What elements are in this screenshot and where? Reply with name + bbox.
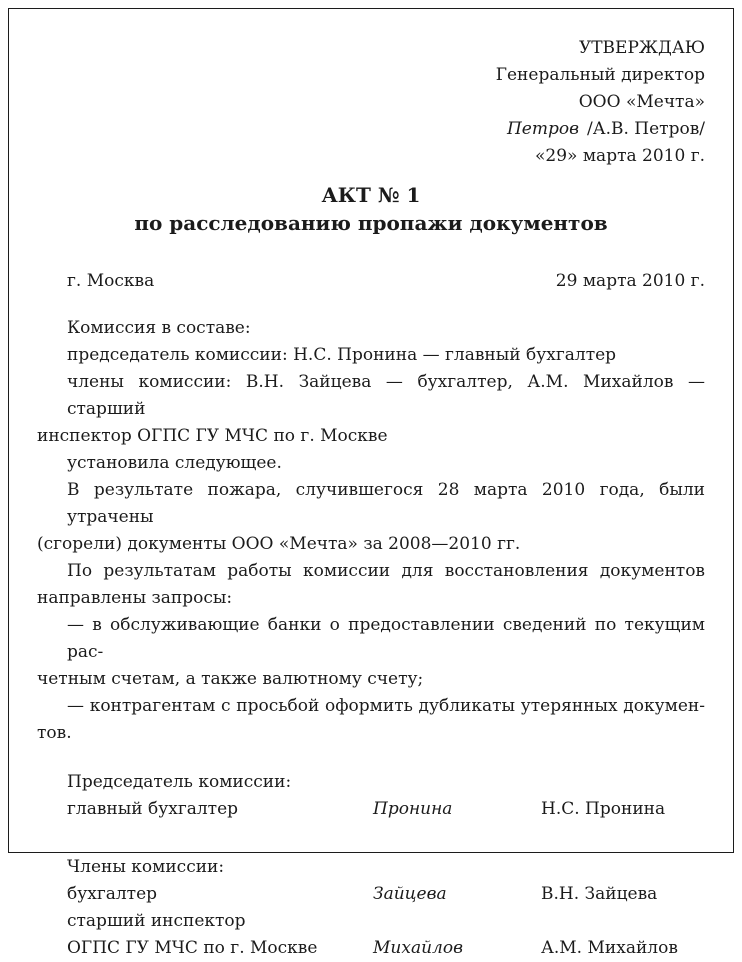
- signer-position: бухгалтер: [67, 884, 158, 904]
- approval-position: Генеральный директор: [495, 65, 705, 85]
- body-line: инспектор ОГПС ГУ МЧС по г. Москве: [37, 426, 388, 446]
- approval-signature-name: /А.В. Петров/: [586, 119, 705, 139]
- body-text: [37, 315, 705, 747]
- signer-name: [541, 908, 705, 935]
- signature-row: [37, 796, 705, 823]
- signer-signature: Пронина: [373, 799, 453, 819]
- signature-row: [37, 881, 705, 908]
- approval-company: ООО «Мечта»: [578, 92, 705, 112]
- signature-block: [37, 769, 705, 962]
- approval-date: «29» марта 2010 г.: [535, 146, 705, 166]
- signer-name: В.Н. Зайцева: [541, 884, 658, 904]
- members-header: Члены комиссии:: [67, 857, 225, 877]
- body-line: председатель комиссии: Н.С. Пронина — главный бухгалтер: [67, 345, 617, 365]
- body-line: — в обслуживающие банки о предоставлении сведений по текущим рас-: [67, 615, 705, 662]
- body-line: четным счетам, а также валютному счету;: [37, 669, 424, 689]
- body-line: установила следующее.: [67, 453, 282, 473]
- signer-signature: Зайцева: [373, 884, 447, 904]
- body-line: По результатам работы комиссии для восстановления документов: [67, 561, 705, 581]
- spacer: [37, 823, 705, 854]
- body-line: Комиссия в составе:: [67, 318, 251, 338]
- body-line: члены комиссии: В.Н. Зайцева — бухгалтер, А.М. Михайлов — старший: [67, 372, 705, 419]
- document-subtitle: по расследованию пропажи документов: [134, 211, 608, 235]
- body-line: В результате пожара, случившегося 28 марта 2010 года, были утрачены: [67, 480, 705, 527]
- page-border: [8, 8, 734, 958]
- place-date-row: [37, 268, 705, 295]
- place-label: г. Москва: [67, 271, 155, 291]
- signer-position: главный бухгалтер: [67, 799, 239, 819]
- chairman-header: Председатель комиссии:: [67, 772, 292, 792]
- approval-word: УТВЕРЖДАЮ: [578, 38, 705, 58]
- signer-position: старший инспектор: [67, 911, 246, 931]
- approval-signature-line: [37, 116, 705, 143]
- signature-row: [37, 908, 705, 935]
- signer-name: Н.С. Пронина: [541, 799, 666, 819]
- body-line: тов.: [37, 723, 72, 743]
- document-title: АКТ № 1: [321, 183, 421, 207]
- signer-name: А.М. Михайлов: [541, 938, 678, 958]
- date-label: 29 марта 2010 г.: [555, 271, 705, 291]
- approval-signature-script: Петров: [506, 119, 579, 139]
- signature-row: [37, 935, 705, 962]
- approval-block: [37, 35, 705, 170]
- signer-signature: Михайлов: [373, 938, 463, 958]
- signer-signature: [373, 908, 541, 935]
- body-line: направлены запросы:: [37, 588, 233, 608]
- document-title-block: [37, 181, 705, 237]
- signer-position: ОГПС ГУ МЧС по г. Москве: [67, 938, 318, 958]
- body-line: (сгорели) документы ООО «Мечта» за 2008—2010 гг.: [37, 534, 521, 554]
- body-line: — контрагентам с просьбой оформить дубликаты утерянных докумен-: [67, 696, 705, 716]
